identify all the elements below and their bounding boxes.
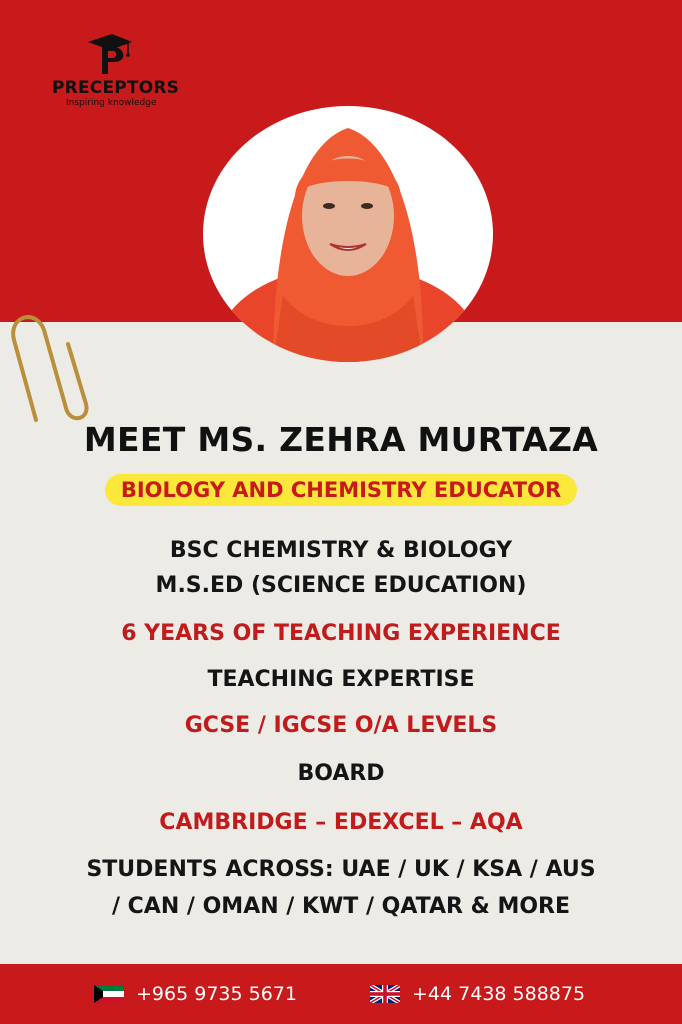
board-list: CAMBRIDGE – EDEXCEL – AQA [159, 810, 523, 835]
uk-flag-icon [370, 985, 400, 1003]
contact-phone-uk[interactable]: +44 7438 588875 [412, 983, 586, 1005]
expertise-levels: GCSE / IGCSE O/A LEVELS [184, 713, 498, 738]
paperclip-icon [6, 300, 98, 430]
kuwait-flag-icon [94, 985, 124, 1003]
students-line-1: STUDENTS ACROSS: UAE / UK / KSA / AUS [86, 857, 596, 882]
contact-uk[interactable] [370, 980, 585, 1008]
preceptors-logo-icon [86, 32, 134, 76]
contact-kuwait[interactable] [94, 980, 297, 1008]
role-badge: BIOLOGY AND CHEMISTRY EDUCATOR [105, 474, 577, 506]
brand-name: PRECEPTORS [52, 78, 180, 98]
degree-1: BSC CHEMISTRY & BIOLOGY [169, 538, 513, 563]
educator-name: MEET MS. ZEHRA MURTAZA [83, 420, 599, 459]
brand-logo [50, 32, 180, 114]
role-highlight [0, 474, 682, 506]
educator-portrait [203, 106, 493, 362]
board-heading: BOARD [297, 761, 385, 786]
brand-tagline: Inspiring knowledge [66, 98, 157, 108]
experience-text: 6 YEARS OF TEACHING EXPERIENCE [121, 621, 561, 646]
students-line-2: / CAN / OMAN / KWT / QATAR & MORE [111, 894, 571, 919]
expertise-heading: TEACHING EXPERTISE [207, 667, 475, 692]
degree-2: M.S.ED (SCIENCE EDUCATION) [155, 573, 527, 598]
contact-phone-kuwait[interactable]: +965 9735 5671 [136, 983, 297, 1005]
